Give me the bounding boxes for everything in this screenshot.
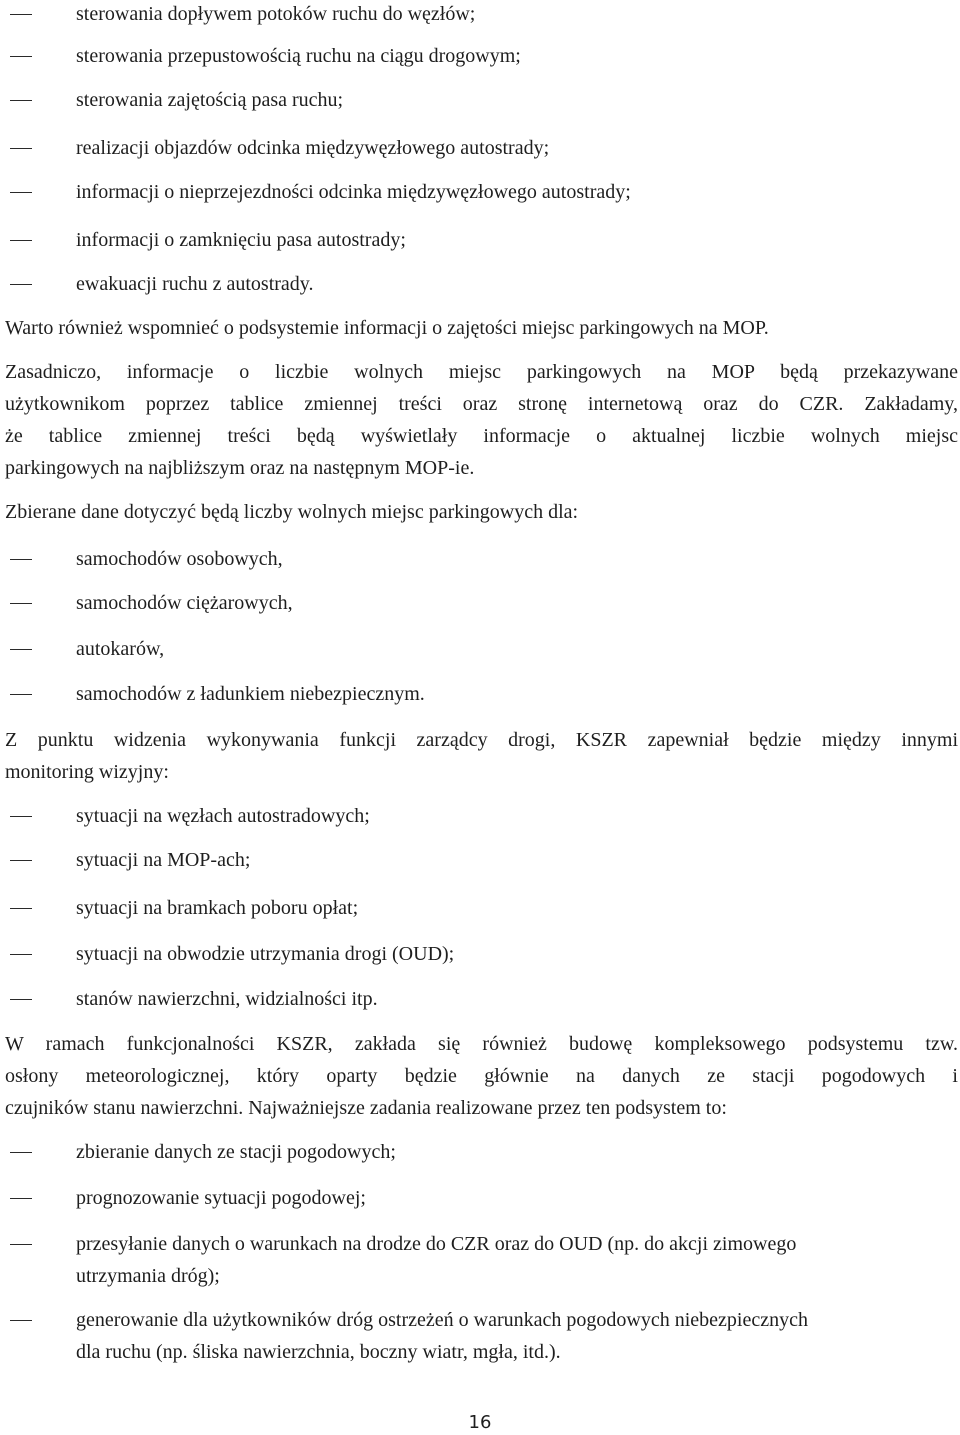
list-item-text: prognozowanie sytuacji pogodowej;	[76, 1187, 366, 1209]
list-item-text: stanów nawierzchni, widzialności itp.	[76, 988, 378, 1010]
list-item-text: samochodów z ładunkiem niebezpiecznym.	[76, 683, 425, 705]
list-item-text: informacji o zamknięciu pasa autostrady;	[76, 229, 406, 251]
list-item-text: informacji o nieprzejezdności odcinka międzywęzłowego autostrady;	[76, 181, 631, 203]
list-item-text: sterowania przepustowością ruchu na ciągu drogowym;	[76, 45, 521, 67]
list-item-text: realizacji objazdów odcinka międzywęzłowego autostrady;	[76, 137, 550, 159]
paragraph-line: W ramach funkcjonalności KSZR, zakłada się również budowę kompleksowego podsystemu tzw.	[5, 1033, 958, 1055]
list-item-text-continued: utrzymania dróg);	[76, 1265, 220, 1287]
list-item-text: generowanie dla użytkowników dróg ostrzeżeń o warunkach pogodowych niebezpiecznych	[76, 1309, 808, 1331]
list-item-text: ewakuacji ruchu z autostrady.	[76, 273, 314, 295]
list-item-text: zbieranie danych ze stacji pogodowych;	[76, 1141, 396, 1163]
list-item-text: sytuacji na obwodzie utrzymania drogi (OUD);	[76, 943, 455, 965]
list-item-text: sytuacji na węzłach autostradowych;	[76, 805, 370, 827]
paragraph-line: monitoring wizyjny:	[5, 761, 169, 783]
paragraph-line: parkingowych na najbliższym oraz na następnym MOP-ie.	[5, 457, 475, 479]
paragraph-line: osłony meteorologicznej, który oparty będzie głównie na danych ze stacji pogodowych i	[5, 1065, 958, 1087]
list-item-text: samochodów osobowych,	[76, 548, 283, 570]
list-item-text: sytuacji na MOP-ach;	[76, 849, 251, 871]
list-item-text: autokarów,	[76, 638, 165, 660]
list-item-text: sytuacji na bramkach poboru opłat;	[76, 897, 359, 919]
paragraph-line: użytkownikom poprzez tablice zmiennej treści oraz stronę internetową oraz do CZR. Zakładamy,	[5, 393, 958, 415]
paragraph-line: Z punktu widzenia wykonywania funkcji zarządcy drogi, KSZR zapewniał będzie między innymi	[5, 729, 958, 751]
paragraph-parking-info: Warto również wspomnieć o podsystemie informacji o zajętości miejsc parkingowych na MOP.	[5, 317, 769, 339]
paragraph-data-collection: Zbierane dane dotyczyć będą liczby wolnych miejsc parkingowych dla:	[5, 501, 579, 523]
paragraph-line: że tablice zmiennej treści będą wyświetlały informacje o aktualnej liczbie wolnych miejsc	[5, 425, 958, 447]
paragraph-line: czujników stanu nawierzchni. Najważniejsze zadania realizowane przez ten podsystem to:	[5, 1097, 727, 1119]
paragraph-line: Zasadniczo, informacje o liczbie wolnych miejsc parkingowych na MOP będą przekazywane	[5, 361, 958, 383]
page-number: 16	[468, 1412, 492, 1433]
list-item-text: sterowania dopływem potoków ruchu do węzłów;	[76, 3, 476, 25]
list-item-text: przesyłanie danych o warunkach na drodze do CZR oraz do OUD (np. do akcji zimowego	[76, 1233, 797, 1255]
list-item-text: sterowania zajętością pasa ruchu;	[76, 89, 344, 111]
list-item-text-continued: dla ruchu (np. śliska nawierzchnia, boczny wiatr, mgła, itd.).	[76, 1341, 561, 1363]
list-item-text: samochodów ciężarowych,	[76, 592, 293, 614]
